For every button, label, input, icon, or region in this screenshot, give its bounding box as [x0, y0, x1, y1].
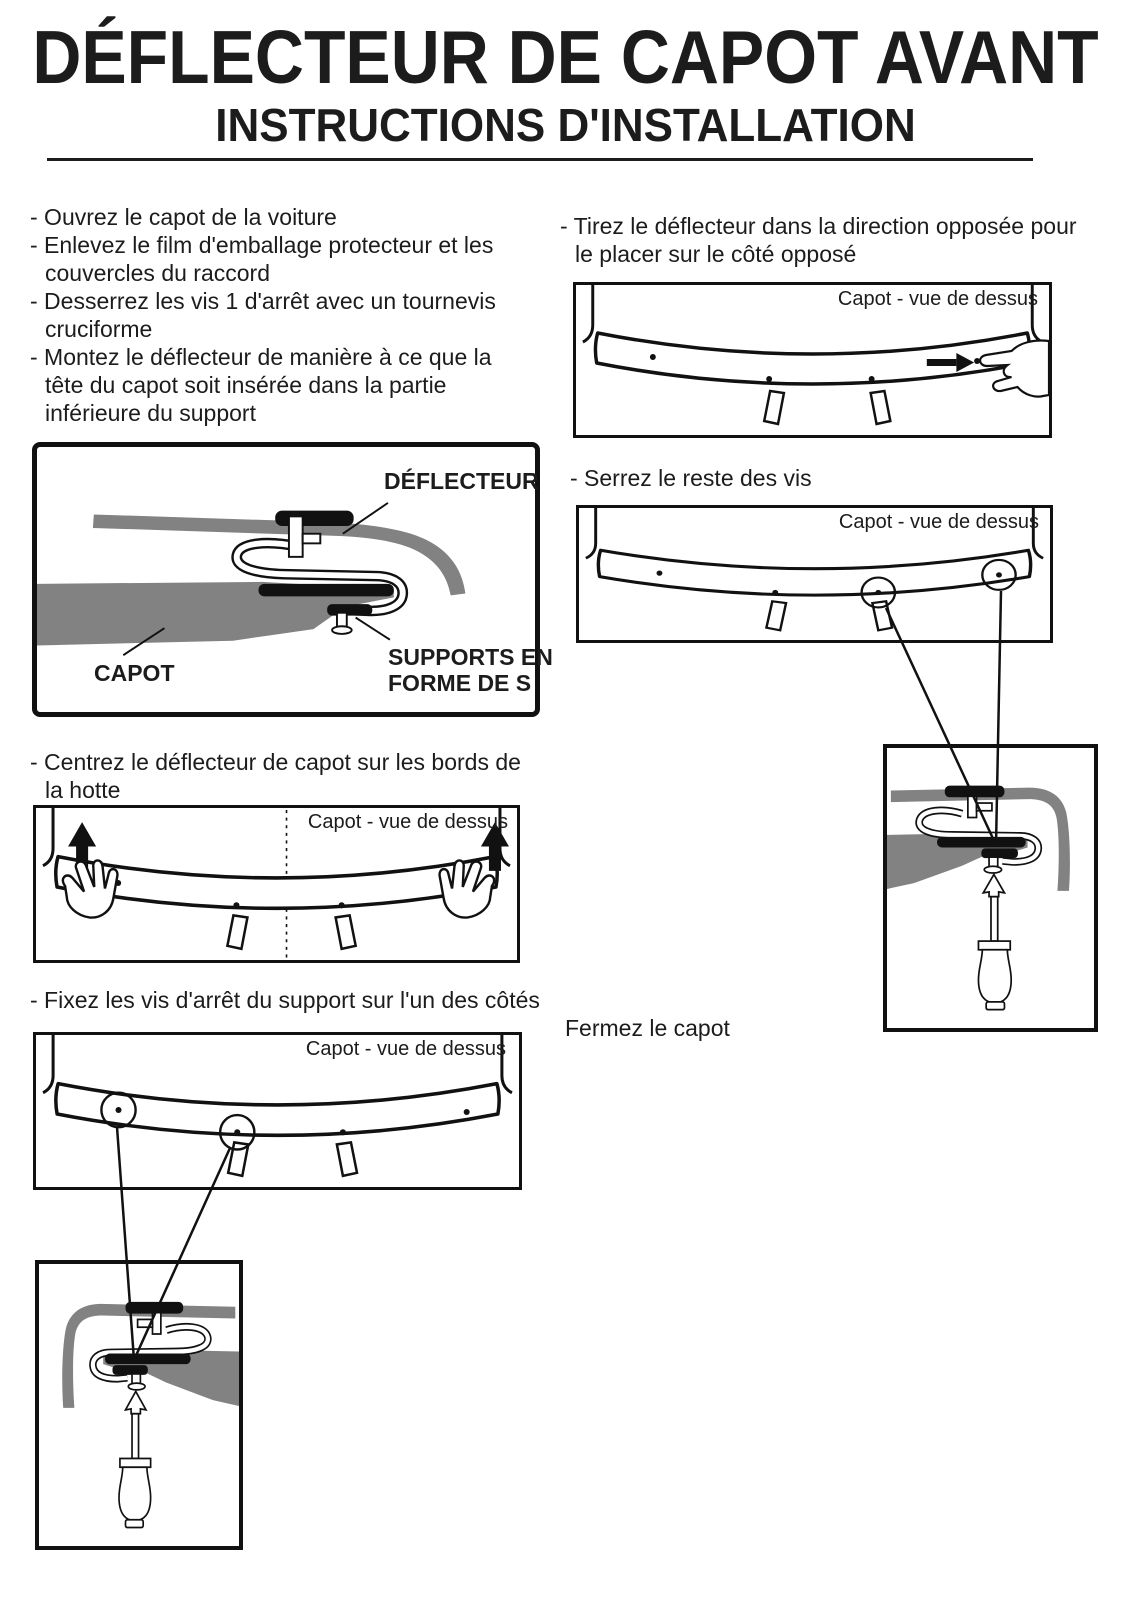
- stop-screw: [337, 613, 347, 627]
- top-screw-tab: [303, 534, 321, 544]
- mounting-tab: [872, 601, 892, 630]
- top-clamp-pad: [275, 511, 353, 526]
- header-divider: [47, 158, 1033, 161]
- deflector-band: [598, 550, 1030, 595]
- step-centrez-text: - Centrez le déflecteur de capot sur les bords de la hotte: [30, 749, 521, 803]
- step-serrez-text: - Serrez le reste des vis: [570, 465, 812, 491]
- diagram-caption: Capot - vue de dessus: [305, 1038, 506, 1060]
- inset-detail-left: [35, 1260, 243, 1550]
- step-fixez-text: - Fixez les vis d'arrêt du support sur l'un des côtés: [30, 987, 540, 1013]
- screw-washer: [128, 1383, 145, 1390]
- mounting-tab: [227, 915, 247, 948]
- support-detail-drawing: [62, 1302, 239, 1528]
- diagram-caption: Capot - vue de dessus: [307, 811, 508, 833]
- top-screw-tab: [977, 803, 992, 811]
- mounting-tab: [336, 915, 356, 948]
- inset-detail-right: [883, 744, 1098, 1032]
- list-item: - Enlevez le film d'emballage protecteur et les couvercles du raccord: [30, 232, 494, 286]
- top-screw: [289, 516, 303, 556]
- clamp-pad: [981, 848, 1018, 858]
- support-detail-drawing: [887, 786, 1070, 1010]
- hood-edge-left: [43, 808, 53, 866]
- screwdriver-icon: [119, 1391, 151, 1527]
- hood-edge-left: [43, 1035, 53, 1093]
- page-title: DÉFLECTEUR DE CAPOT AVANT: [32, 15, 1099, 100]
- deflector-lip-pad: [105, 1353, 191, 1364]
- mounting-tab: [764, 391, 784, 424]
- top-screw: [152, 1313, 160, 1334]
- screwdriver-icon: [978, 874, 1011, 1009]
- diagram-caption: Capot - vue de dessus: [837, 288, 1038, 310]
- stop-screw: [989, 857, 998, 867]
- stop-screw: [132, 1374, 140, 1384]
- clamp-pad: [327, 604, 372, 616]
- label-capot: CAPOT: [94, 660, 175, 686]
- step-tirez-text: - Tirez le déflecteur dans la direction opposée pour le placer sur le côté opposé: [560, 213, 1077, 267]
- top-screw: [968, 796, 977, 817]
- step-fermez-text: Fermez le capot: [565, 1015, 730, 1041]
- hood-edge-left: [586, 508, 596, 558]
- list-item: - Desserrez les vis 1 d'arrêt avec un tournevis cruciforme: [30, 288, 496, 342]
- hood-edge-left: [583, 285, 593, 342]
- deflector-lip-pad: [259, 584, 394, 597]
- clamp-pad: [112, 1365, 147, 1375]
- screw-washer: [332, 626, 352, 634]
- diagram-caption: Capot - vue de dessus: [838, 511, 1039, 533]
- page-subtitle: INSTRUCTIONS D'INSTALLATION: [215, 100, 916, 152]
- mounting-tab: [766, 601, 786, 630]
- list-item: - Montez le déflecteur de manière à ce que la tête du capot soit insérée dans la partie inférieure du support: [30, 344, 492, 426]
- list-item: - Ouvrez le capot de la voiture: [30, 204, 337, 230]
- deflector-lip-pad: [937, 837, 1026, 848]
- top-screw-tab: [138, 1319, 153, 1327]
- deflector-band: [56, 857, 497, 909]
- screw-washer: [984, 866, 1001, 873]
- intro-steps-list: [30, 203, 532, 427]
- label-deflecteur: DÉFLECTEUR: [384, 468, 539, 494]
- label-supports: SUPPORTS EN FORME DE S: [388, 644, 553, 696]
- mounting-tab: [337, 1142, 357, 1175]
- mounting-tab: [871, 391, 891, 424]
- leader-line: [356, 618, 390, 640]
